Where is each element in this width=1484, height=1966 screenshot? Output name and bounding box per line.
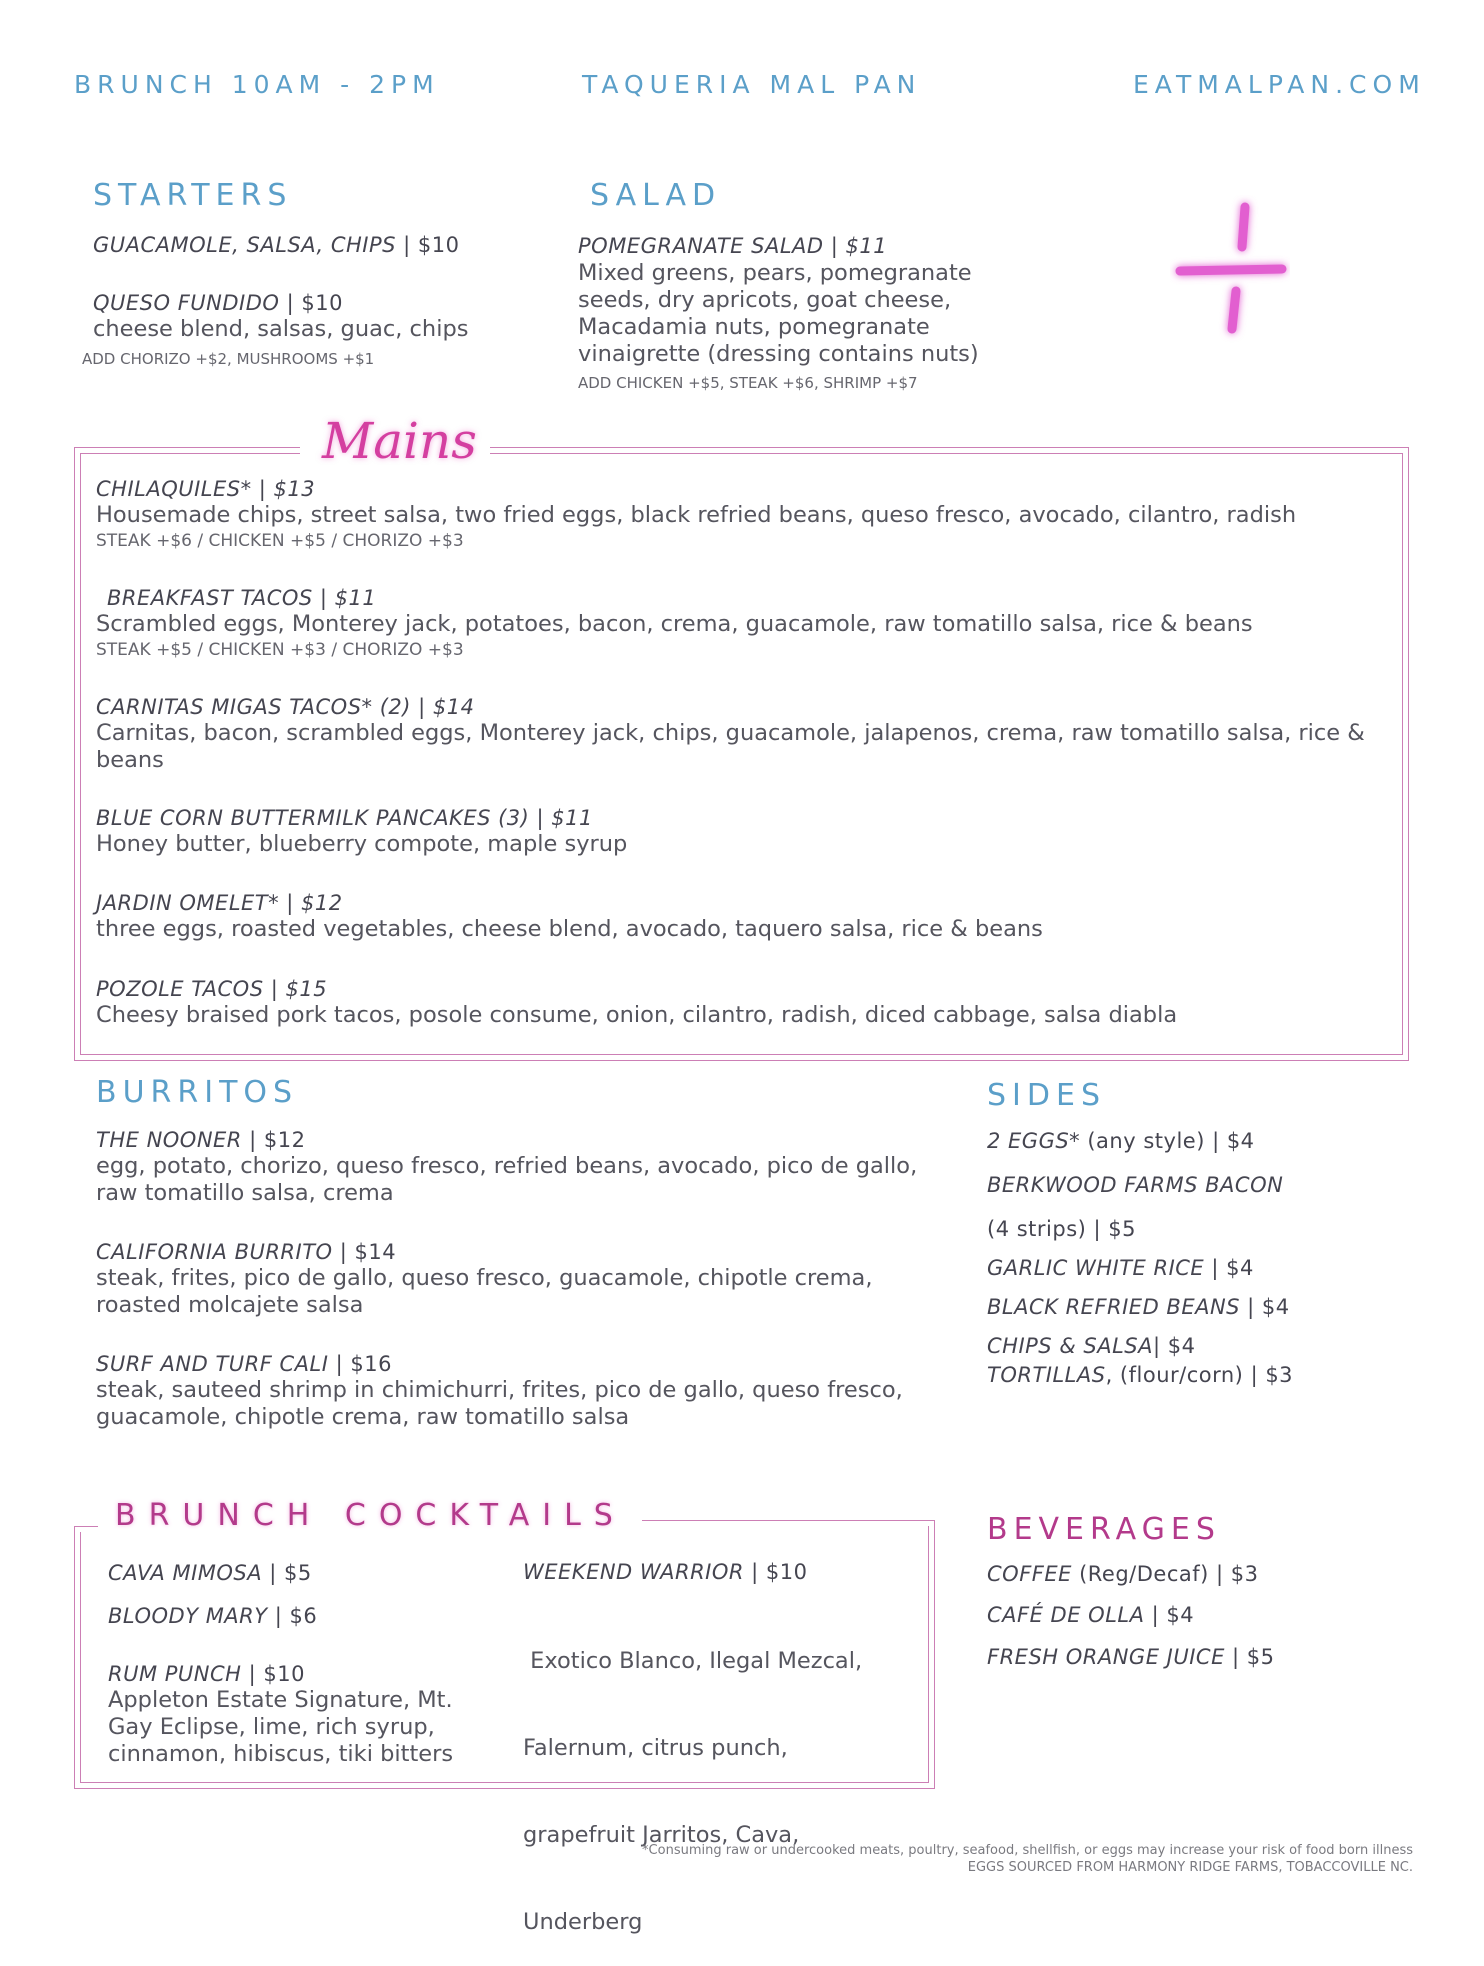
cocktails-title: BRUNCH COCKTAILS (115, 1498, 626, 1533)
desc-line: Falernum, citrus punch, (523, 1735, 788, 1761)
item-price: | $16 (335, 1352, 392, 1376)
cocktails-frame-top-left (74, 1526, 98, 1527)
starters-title: STARTERS (93, 178, 293, 213)
item-name: SURF AND TURF CALI (96, 1352, 329, 1376)
restaurant-name: TAQUERIA MAL PAN (582, 70, 922, 99)
item-name: CALIFORNIA BURRITO (96, 1240, 333, 1264)
item-description (523, 1589, 862, 1966)
cocktails-frame-left-inner (80, 1532, 81, 1782)
item-price: | $4 (1152, 1334, 1196, 1358)
menu-item (987, 1603, 1194, 1627)
item-name: CARNITAS MIGAS TACOS* (2) | $14 (96, 695, 475, 719)
item-name: THE NOONER (96, 1128, 242, 1152)
menu-item (987, 1217, 1136, 1241)
item-addons: STEAK +$5 / CHICKEN +$3 / CHORIZO +$3 (96, 640, 464, 660)
item-price: | $4 (1240, 1295, 1290, 1319)
desc-line: grapefruit Jarritos, Cava, (523, 1822, 800, 1848)
menu-item (523, 1560, 808, 1584)
food-safety-disclaimer: *Consuming raw or undercooked meats, poultry, seafood, shellfish, or eggs may increase your risk of food born illness (642, 1843, 1413, 1858)
neon-cross-icon (1170, 195, 1290, 345)
menu-item (93, 291, 343, 315)
item-description: cheese blend, salsas, guac, chips (93, 316, 469, 342)
menu-item (987, 1562, 1258, 1586)
item-price: | $4 (1211, 1256, 1254, 1280)
item-price: | $14 (339, 1240, 397, 1264)
item-price: | $3 (1216, 1562, 1259, 1586)
menu-item (987, 1256, 1254, 1280)
item-addons: ADD CHORIZO +$2, MUSHROOMS +$1 (82, 350, 375, 368)
menu-item (108, 1604, 317, 1628)
menu-item (987, 1363, 1293, 1387)
item-name: COFFEE (987, 1562, 1072, 1586)
item-price: | $5 (1224, 1645, 1275, 1669)
menu-item (987, 1334, 1195, 1358)
sides-title: SIDES (987, 1078, 1106, 1113)
burritos-title: BURRITOS (96, 1075, 299, 1110)
cocktails-frame-left (74, 1526, 75, 1788)
menu-item (987, 1645, 1275, 1669)
item-name: BLUE CORN BUTTERMILK PANCAKES (3) | $11 (96, 806, 593, 830)
desc-line: vinaigrette (dressing contains nuts) (578, 341, 979, 367)
item-name: TORTILLAS (987, 1363, 1106, 1387)
item-name: QUESO FUNDIDO (93, 291, 280, 315)
item-price: | $10 (403, 233, 460, 257)
item-price: | $5 (1093, 1217, 1136, 1241)
item-name: BLACK REFRIED BEANS (987, 1295, 1240, 1319)
item-price: | $12 (249, 1128, 306, 1152)
item-name: CAVA MIMOSA (108, 1561, 263, 1585)
item-price: | $4 (1212, 1129, 1255, 1153)
menu-item (987, 1129, 1255, 1153)
item-description: three eggs, roasted vegetables, cheese blend, avocado, taquero salsa, rice & beans (96, 916, 1043, 942)
item-addons: STEAK +$6 / CHICKEN +$5 / CHORIZO +$3 (96, 531, 464, 551)
desc-line: roasted molcajete salsa (96, 1292, 364, 1318)
desc-line: steak, sauteed shrimp in chimichurri, frites, pico de gallo, queso fresco, (96, 1377, 903, 1403)
menu-item (96, 1240, 396, 1264)
footer (413, 1842, 1413, 1876)
desc-line: steak, frites, pico de gallo, queso fresco, guacamole, chipotle crema, (96, 1265, 873, 1291)
item-name: CAFÉ DE OLLA (987, 1603, 1145, 1627)
menu-item (93, 233, 460, 257)
item-name: BLOODY MARY (108, 1604, 268, 1628)
website-link[interactable]: EATMALPAN.COM (1133, 70, 1426, 99)
cocktails-frame-top-right (642, 1520, 934, 1521)
item-name: WEEKEND WARRIOR (523, 1560, 744, 1584)
desc-line: Appleton Estate Signature, Mt. (108, 1687, 453, 1713)
desc-line: Mixed greens, pears, pomegranate (578, 260, 972, 286)
desc-line: guacamole, chipotle crema, raw tomatillo salsa (96, 1404, 630, 1430)
item-name: GUACAMOLE, SALSA, CHIPS (93, 233, 396, 257)
egg-sourcing-note: EGGS SOURCED FROM HARMONY RIDGE FARMS, TOBACCOVILLE NC. (967, 1860, 1413, 1875)
item-description (96, 1265, 872, 1319)
item-price: | $5 (262, 1561, 312, 1585)
menu-item (108, 1561, 312, 1585)
item-name: 2 EGGS* (987, 1129, 1081, 1153)
item-description (108, 1687, 453, 1768)
item-name: BERKWOOD FARMS BACON (987, 1173, 1284, 1197)
menu-item (108, 1662, 305, 1686)
item-name: GARLIC WHITE RICE (987, 1256, 1212, 1280)
desc-line: Gay Eclipse, lime, rich syrup, (108, 1714, 435, 1740)
item-detail: , (flour/corn) (1105, 1363, 1251, 1387)
item-description: Honey butter, blueberry compote, maple syrup (96, 831, 628, 857)
item-price: | $4 (1144, 1603, 1195, 1627)
item-description (96, 1377, 903, 1431)
item-name: CHILAQUILES* | $13 (96, 477, 316, 501)
item-price: | $10 (286, 291, 343, 315)
desc-line: Carnitas, bacon, scrambled eggs, Monterey jack, chips, guacamole, jalapenos, crema, raw tomatillo salsa, rice & (96, 720, 1365, 746)
salad-title: SALAD (590, 178, 722, 213)
item-name: RUM PUNCH (108, 1662, 242, 1686)
item-name: FRESH ORANGE JUICE (987, 1645, 1225, 1669)
beverages-title: BEVERAGES (987, 1512, 1221, 1547)
desc-line: Underberg (523, 1909, 643, 1935)
item-detail: (Reg/Decaf) (1071, 1562, 1216, 1586)
item-name: BREAKFAST TACOS | $11 (107, 586, 377, 610)
mains-title: Mains (322, 412, 477, 470)
menu-item (96, 1352, 392, 1376)
menu-item (96, 1128, 305, 1152)
item-name: POMEGRANATE SALAD | $11 (578, 234, 888, 258)
brunch-hours: BRUNCH 10AM - 2PM (74, 70, 440, 99)
item-description: Cheesy braised pork tacos, posole consume, onion, cilantro, radish, diced cabbage, salsa diabla (96, 1002, 1178, 1028)
item-detail: (4 strips) (987, 1217, 1094, 1241)
cocktails-frame-right (934, 1520, 935, 1788)
desc-line: Exotico Blanco, Ilegal Mezcal, (523, 1648, 863, 1674)
item-name: CHIPS & SALSA (987, 1334, 1153, 1358)
desc-line: cinnamon, hibiscus, tiki bitters (108, 1741, 454, 1767)
item-price: | $6 (267, 1604, 318, 1628)
item-price: | $10 (743, 1560, 808, 1584)
desc-line: beans (96, 747, 164, 773)
item-name: POZOLE TACOS | $15 (96, 977, 328, 1001)
item-addons: ADD CHICKEN +$5, STEAK +$6, SHRIMP +$7 (578, 374, 918, 392)
desc-line: raw tomatillo salsa, crema (96, 1180, 394, 1206)
item-description: Scrambled eggs, Monterey jack, potatoes, bacon, crema, guacamole, raw tomatillo salsa, rice & beans (96, 611, 1253, 637)
item-price: | $3 (1250, 1363, 1294, 1387)
item-description: Housemade chips, street salsa, two fried eggs, black refried beans, queso fresco, avocado, cilantro, radish (96, 502, 1297, 528)
item-description (96, 720, 1365, 774)
desc-line: egg, potato, chorizo, queso fresco, refried beans, avocado, pico de gallo, (96, 1153, 918, 1179)
cocktails-frame-right-inner (928, 1526, 929, 1782)
item-description (96, 1153, 917, 1207)
item-description (578, 260, 979, 368)
desc-line: Macadamia nuts, pomegranate (578, 314, 930, 340)
menu-item (987, 1295, 1290, 1319)
desc-line: seeds, dry apricots, goat cheese, (578, 287, 952, 313)
item-detail: (any style) (1080, 1129, 1213, 1153)
item-price: | $10 (241, 1662, 305, 1686)
item-name: JARDIN OMELET* | $12 (96, 891, 343, 915)
